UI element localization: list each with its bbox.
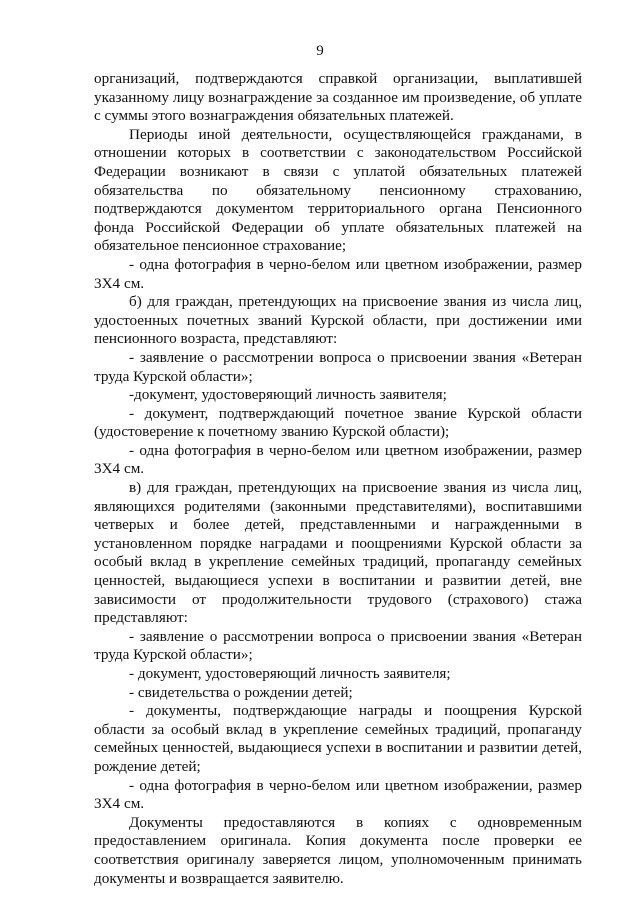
text-line: установленном порядке наградами и поощрениями Курской области за xyxy=(94,534,582,552)
text-line: - свидетельства о рождении детей; xyxy=(129,683,353,701)
document-body xyxy=(94,70,582,888)
text-line: подтверждаются документом территориального органа Пенсионного xyxy=(94,200,582,218)
text-line: (удостоверение к почетному званию Курской области); xyxy=(94,423,450,441)
text-line: с суммы этого вознаграждения обязательных платежей. xyxy=(94,107,454,125)
text-line: зависимости от продолжительности трудового (страхового) стажа xyxy=(94,590,582,608)
text-line: - одна фотография в черно-белом или цветном изображении, размер xyxy=(129,255,582,273)
text-line: организаций, подтверждаются справкой организации, выплатившей xyxy=(94,70,582,87)
text-line: 3Х4 см. xyxy=(94,795,145,813)
text-line: указанному лицу вознаграждение за созданное им произведение, об уплате xyxy=(94,88,582,106)
text-line: в) для граждан, претендующих на присвоение звания из числа лиц, xyxy=(129,479,582,497)
text-line: - одна фотография в черно-белом или цветном изображении, размер xyxy=(129,776,582,794)
text-line: ценностей, выдающиеся успехи в воспитании и развитии детей, вне xyxy=(94,572,582,590)
text-line: - заявление о рассмотрении вопроса о присвоении звания «Ветеран xyxy=(129,348,582,366)
text-line: пенсионного возраста, представляют: xyxy=(94,330,338,348)
text-line: представляют: xyxy=(94,609,188,627)
text-line: обязательное пенсионное страхование; xyxy=(94,237,347,255)
text-line: - документы, подтверждающие награды и поощрения Курской xyxy=(129,702,582,720)
text-line: Федерации возникают в связи с уплатой обязательных платежей xyxy=(94,162,582,180)
text-line: документы и возвращается заявителю. xyxy=(94,869,344,887)
text-line: - заявление о рассмотрении вопроса о присвоении звания «Ветеран xyxy=(129,627,582,645)
text-line: рождение детей; xyxy=(94,757,201,775)
page-number: 9 xyxy=(316,43,324,59)
text-line: труда Курской области»; xyxy=(94,367,253,385)
text-line: труда Курской области»; xyxy=(94,646,253,664)
text-line: - документ, подтверждающий почетное звание Курской области xyxy=(129,404,582,422)
text-line: семейных ценностей, выдающиеся успехи в воспитании и развитии детей, xyxy=(94,739,582,757)
text-line: отношении которых в соответствии с законодательством Российской xyxy=(94,144,582,162)
text-line: 3Х4 см. xyxy=(94,274,145,292)
text-line: являющихся родителями (законными представителями), воспитавшими xyxy=(94,497,582,515)
text-line: б) для граждан, претендующих на присвоение звания из числа лиц, xyxy=(129,293,582,311)
text-line: -документ, удостоверяющий личность заявителя; xyxy=(129,386,447,404)
text-line: области за особый вклад в укрепление семейных традиций, пропаганду xyxy=(94,720,582,738)
text-line: соответствия оригиналу заверяется лицом, уполномоченным принимать xyxy=(94,850,582,868)
text-line: четверых и более детей, представленными и награжденными в xyxy=(94,516,582,534)
text-line: 3Х4 см. xyxy=(94,460,145,478)
text-line: фонда Российской Федерации об уплате обязательных платежей на xyxy=(94,218,582,236)
text-line: Периоды иной деятельности, осуществляющейся гражданами, в xyxy=(129,125,582,143)
text-line: - документ, удостоверяющий личность заявителя; xyxy=(129,665,451,682)
text-line: обязательства по обязательному пенсионному страхованию, xyxy=(94,181,582,199)
text-line: - одна фотография в черно-белом или цветном изображении, размер xyxy=(129,441,582,459)
text-line: Документы предоставляются в копиях с одновременным xyxy=(129,813,582,831)
text-line: особый вклад в укрепление семейных традиций, пропаганду семейных xyxy=(94,553,582,571)
text-line: предоставлением оригинала. Копия документа после проверки ее xyxy=(94,832,582,850)
text-line: удостоенных почетных званий Курской области, при достижении ими xyxy=(94,311,582,329)
